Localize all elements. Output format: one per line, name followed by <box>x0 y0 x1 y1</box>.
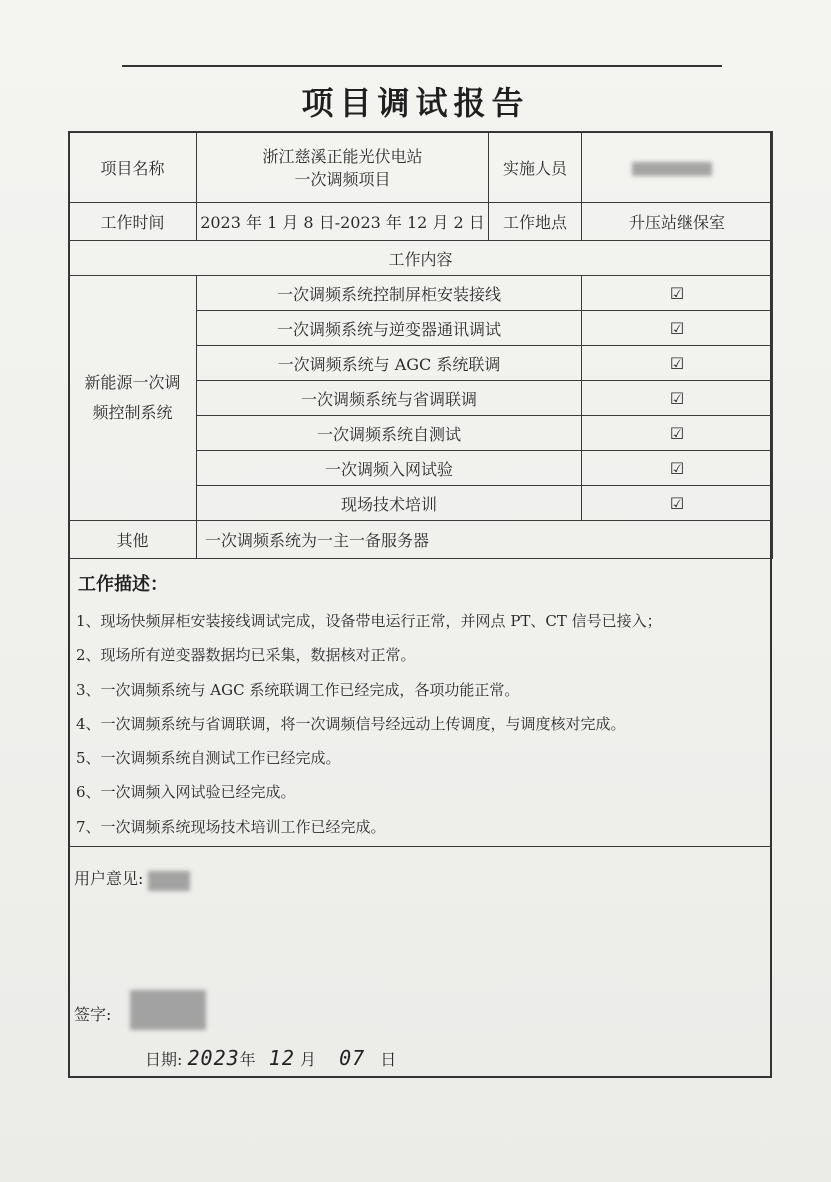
content-header: 工作内容 <box>69 241 773 276</box>
date-month-unit: 月 <box>299 1050 316 1069</box>
description-item: 7、一次调频系统现场技术培训工作已经完成。 <box>76 817 386 836</box>
checkbox-icon: ☑ <box>582 276 773 311</box>
implementer-value <box>582 132 773 203</box>
checkbox-icon: ☑ <box>582 486 773 521</box>
worktime-value: 2023 年 1 月 8 日-2023 年 12 月 2 日 <box>197 203 489 241</box>
location-value: 升压站继保室 <box>582 203 773 241</box>
redacted-signature <box>130 990 206 1030</box>
description-item: 5、一次调频系统自测试工作已经完成。 <box>76 749 341 768</box>
content-item-label: 一次调频系统与省调联调 <box>197 381 582 416</box>
content-item-label: 一次调频入网试验 <box>197 451 582 486</box>
top-rule <box>122 65 722 67</box>
date-month: 12 <box>268 1046 295 1070</box>
section-divider <box>68 846 772 847</box>
row-worktime <box>69 203 773 241</box>
date-year: 2023 <box>187 1046 240 1070</box>
description-item: 1、现场快频屏柜安装接线调试完成，设备带电运行正常，并网点 PT、CT 信号已接入； <box>76 612 662 630</box>
redacted-opinion <box>148 871 190 891</box>
description-item: 2、现场所有逆变器数据均已采集，数据核对正常。 <box>76 646 416 665</box>
system-name-line1: 新能源一次调 <box>84 373 181 392</box>
other-label: 其他 <box>69 521 197 559</box>
description-list <box>76 610 766 850</box>
checkbox-icon: ☑ <box>582 311 773 346</box>
content-item-label: 现场技术培训 <box>197 486 582 521</box>
content-item-label: 一次调频系统与逆变器通讯调试 <box>197 311 582 346</box>
description-item: 3、一次调频系统与 AGC 系统联调工作已经完成，各项功能正常。 <box>76 680 520 699</box>
date-row <box>145 1046 396 1070</box>
redacted-block <box>632 162 712 176</box>
date-year-unit: 年 <box>239 1050 256 1069</box>
project-name-line1: 浙江慈溪正能光伏电站 <box>262 147 423 166</box>
checkbox-icon: ☑ <box>582 381 773 416</box>
worktime-label: 工作时间 <box>69 203 197 241</box>
system-name-line2: 频控制系统 <box>92 403 173 422</box>
checkbox-icon: ☑ <box>582 346 773 381</box>
row-other <box>69 521 773 559</box>
description-title: 工作描述： <box>78 574 168 595</box>
project-name-line2: 一次调频项目 <box>294 170 391 189</box>
row-content-header <box>69 241 773 276</box>
date-day: 07 <box>339 1046 366 1070</box>
other-value: 一次调频系统为一主一备服务器 <box>197 521 773 559</box>
location-label: 工作地点 <box>489 203 582 241</box>
info-table <box>68 131 773 559</box>
checkbox-icon: ☑ <box>582 416 773 451</box>
content-row <box>69 276 773 311</box>
date-label: 日期: <box>145 1050 183 1069</box>
project-name-value <box>197 132 489 203</box>
date-day-unit: 日 <box>380 1050 397 1069</box>
user-opinion-label: 用户意见: <box>74 869 144 888</box>
project-name-label: 项目名称 <box>69 132 197 203</box>
system-name <box>69 276 197 521</box>
content-item-label: 一次调频系统自测试 <box>197 416 582 451</box>
row-project <box>69 132 773 203</box>
signature-label: 签字: <box>74 1005 112 1024</box>
report-title: 项目调试报告 <box>301 84 530 122</box>
description-item: 4、一次调频系统与省调联调，将一次调频信号经远动上传调度，与调度核对完成。 <box>76 714 626 733</box>
content-item-label: 一次调频系统与 AGC 系统联调 <box>197 346 582 381</box>
checkbox-icon: ☑ <box>582 451 773 486</box>
implementer-label: 实施人员 <box>489 132 582 203</box>
description-item: 6、一次调频入网试验已经完成。 <box>76 783 296 802</box>
content-item-label: 一次调频系统控制屏柜安装接线 <box>197 276 582 311</box>
